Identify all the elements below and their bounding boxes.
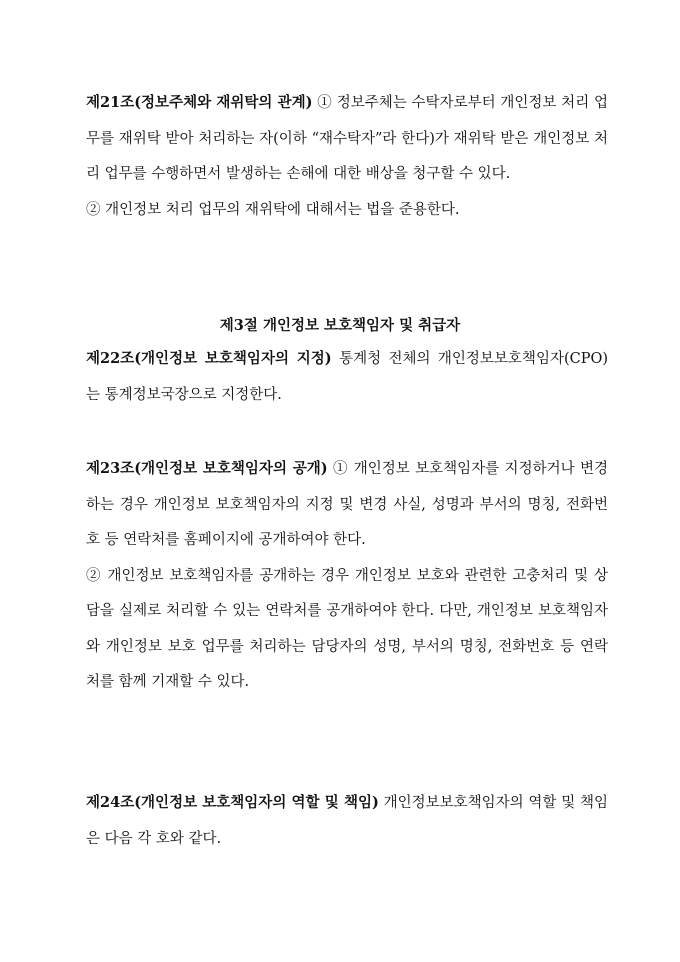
article-24-text-1: 개인정보보호책임자의 역할 및 책임은 다음 각 호와 같다.: [86, 795, 608, 847]
article-21-para-1: [86, 85, 608, 193]
article-23-text-1: ① 개인정보 보호책임자를 지정하거나 변경하는 경우 개인정보 보호책임자의 지정 및 변경 사실, 성명과 부서의 명칭, 전화번호 등 연락처를 홈페이지에 공개하여야 한다.: [86, 461, 608, 548]
article-21-text-1: ① 정보주체는 수탁자로부터 개인정보 처리 업무를 재위탁 받아 처리하는 자(이하 “재수탁자”라 한다)가 재위탁 받은 개인정보 처리 업무를 수행하면서 발생하는 손해에 대한 배상을 청구할 수 있다.: [86, 95, 608, 182]
article-23-para-2: ② 개인정보 보호책임자를 공개하는 경우 개인정보 보호와 관련한 고충처리 및 상담을 실제로 처리할 수 있는 연락처를 공개하여야 한다. 다만, 개인정보 보호책임자와 개인정보 보호 업무를 처리하는 담당자의 성명, 부서의 명칭, 전화번호 등 연락처를 함께 기재할 수 있다.: [86, 567, 608, 690]
article-23: [86, 451, 608, 701]
article-21-title: 제21조(정보주체와 재위탁의 관계): [86, 94, 313, 111]
article-24-para-1: [86, 785, 608, 857]
article-22-para-1: [86, 341, 608, 413]
article-22-text-1: 통계청 전체의 개인정보보호책임자(CPO)는 통계정보국장으로 지정한다.: [86, 351, 609, 403]
article-23-para-1: [86, 451, 608, 559]
section-3-title: 제3절 개인정보 보호책임자 및 취급자: [219, 317, 461, 334]
article-24-title: 제24조(개인정보 보호책임자의 역할 및 책임): [86, 794, 379, 811]
article-22-title: 제22조(개인정보 보호책임자의 지정): [86, 350, 332, 367]
article-21-para-2: ② 개인정보 처리 업무의 재위탁에 대해서는 법을 준용한다.: [86, 201, 460, 218]
article-23-title: 제23조(개인정보 보호책임자의 공개): [86, 460, 328, 477]
article-22: [86, 341, 608, 413]
article-24: [86, 785, 608, 857]
article-21: [86, 85, 608, 228]
